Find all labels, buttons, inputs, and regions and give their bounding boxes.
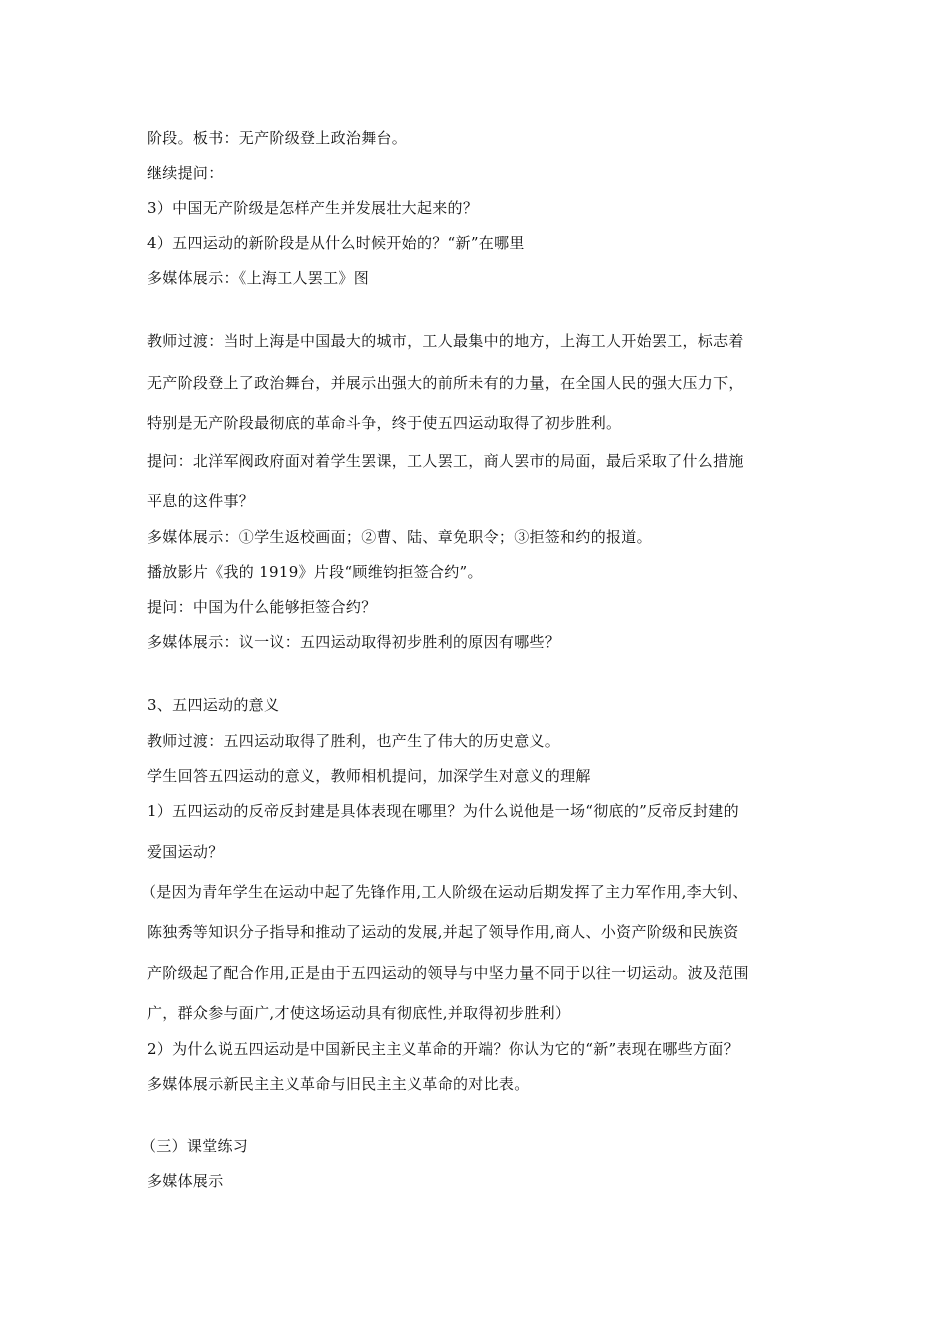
text-line: 陈独秀等知识分子指导和推动了运动的发展,并起了领导作用,商人、小资产阶级和民族资 bbox=[147, 923, 739, 941]
text-line: 4）五四运动的新阶段是从什么时候开始的？“新”在哪里 bbox=[147, 234, 525, 252]
text-line: 播放影片《我的 1919》片段“顾维钧拒签合约”。 bbox=[147, 563, 483, 581]
text-line: 2）为什么说五四运动是中国新民主主义革命的开端？你认为它的“新”表现在哪些方面？ bbox=[147, 1040, 739, 1058]
text-line: 无产阶段登上了政治舞台，并展示出强大的前所未有的力量，在全国人民的强大压力下， bbox=[147, 374, 744, 392]
text-line: 阶段。板书：无产阶级登上政治舞台。 bbox=[147, 129, 408, 147]
text-line: 多媒体展示 bbox=[147, 1172, 224, 1190]
text-line: 广，群众参与面广,才使这场运动具有彻底性,并取得初步胜利） bbox=[147, 1004, 571, 1022]
text-line: 学生回答五四运动的意义，教师相机提问，加深学生对意义的理解 bbox=[147, 767, 591, 785]
text-line: 继续提问： bbox=[147, 164, 224, 182]
text-line: 教师过渡：当时上海是中国最大的城市，工人最集中的地方，上海工人开始罢工，标志着 bbox=[147, 332, 744, 350]
text-line: 多媒体展示：①学生返校画面；②曹、陆、章免职令；③拒签和约的报道。 bbox=[147, 528, 652, 546]
text-line: 1）五四运动的反帝反封建是具体表现在哪里？为什么说他是一场“彻底的”反帝反封建的 bbox=[147, 802, 739, 820]
text-line: 多媒体展示新民主主义革命与旧民主主义革命的对比表。 bbox=[147, 1075, 530, 1093]
text-line: 提问：北洋军阀政府面对着学生罢课，工人罢工，商人罢市的局面，最后采取了什么措施 bbox=[147, 452, 744, 470]
text-line: （是因为青年学生在运动中起了先锋作用,工人阶级在运动后期发挥了主力军作用,李大钊、 bbox=[141, 883, 748, 901]
text-line: 产阶级起了配合作用,正是由于五四运动的领导与中坚力量不同于以往一切运动。波及范围 bbox=[147, 964, 749, 982]
text-line: 3）中国无产阶级是怎样产生并发展壮大起来的？ bbox=[147, 199, 479, 217]
text-line: 特别是无产阶段最彻底的革命斗争，终于使五四运动取得了初步胜利。 bbox=[147, 414, 622, 432]
text-line: 提问：中国为什么能够拒签合约？ bbox=[147, 598, 377, 616]
text-line: 教师过渡：五四运动取得了胜利，也产生了伟大的历史意义。 bbox=[147, 732, 561, 750]
text-line: 多媒体展示：议一议：五四运动取得初步胜利的原因有哪些？ bbox=[147, 633, 561, 651]
text-line: 平息的这件事？ bbox=[147, 492, 255, 510]
text-line: 爱国运动？ bbox=[147, 843, 224, 861]
section-heading: （三）课堂练习 bbox=[141, 1137, 249, 1155]
text-line: 多媒体展示：《上海工人罢工》图 bbox=[147, 269, 370, 287]
section-heading: 3、五四运动的意义 bbox=[147, 696, 280, 714]
